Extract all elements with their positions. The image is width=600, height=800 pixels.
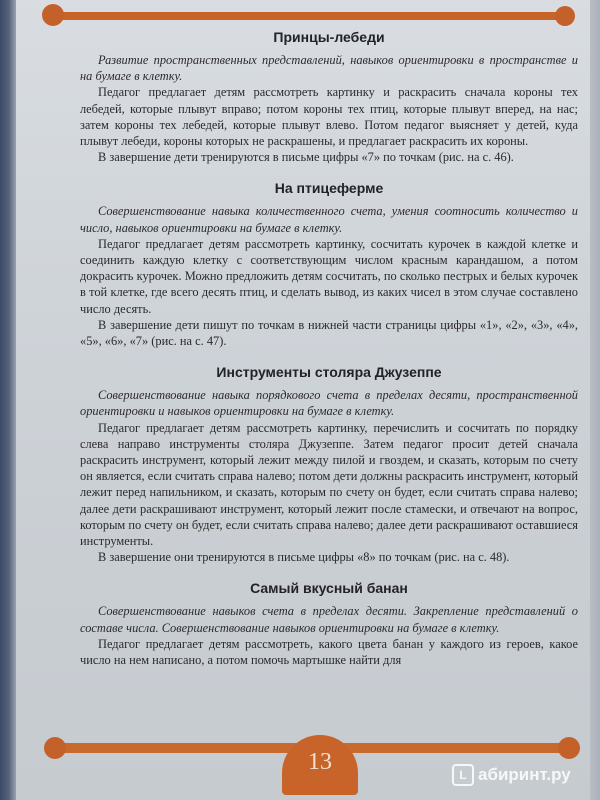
- page-number: 13: [308, 749, 332, 775]
- section-tastiest-banana: [80, 579, 578, 668]
- section-title: Инструменты столяра Джузеппе: [216, 364, 442, 381]
- section-paragraph: Педагог предлагает детям рассмотреть картинку, перечислить и сосчитать по порядку слева направо инструменты столяра Джузеппе. Затем педагог просит детей сначала раскрасить инструмент, который лежит между пилой и гвоздем, и сказать, которым по счету он является, если считать справа налево; потом дети должны раскрасить инструмент, который лежит перед напильником, и сказать, которым по счету он будет, если считать справа налево; далее дети раскрашивают инструмент, который лежит после стамески, и отвечают на вопрос, которым по счету он будет, если считать справа налево; далее дети раскрашивают оставшиеся инструменты.: [80, 420, 578, 549]
- top-left-decorative-dot: [42, 4, 64, 26]
- section-goal: Совершенствование навыка количественного счета, умения соотносить количество и число, навыков ориентировки на бумаге в клетку.: [80, 204, 578, 235]
- section-paragraph: Педагог предлагает детям рассмотреть картинку и раскрасить сначала короны тех лебедей, которые плывут вправо; потом короны тех птиц, которые плывут вперед, на нас; затем короны тех лебедей, которые плывут влево. Потом педагог выясняет у детей, куда плывут лебеди, короны которых не раскрашены, и предлагает раскрасить их короны.: [80, 85, 578, 149]
- section-princes-swans: [80, 28, 578, 165]
- section-goal: Совершенствование навыков счета в пределах десяти. Закрепление представлений о составе числа. Совершенствование навыков ориентировки на бумаге в клетку.: [80, 604, 578, 635]
- page-content: [80, 28, 578, 668]
- labirint-logo-icon: L: [452, 764, 474, 786]
- top-right-decorative-dot: [555, 6, 575, 26]
- section-paragraph: В завершение они тренируются в письме цифры «8» по точкам (рис. на с. 48).: [98, 550, 510, 565]
- bottom-right-decorative-dot: [558, 737, 580, 759]
- section-giuseppe-tools: [80, 363, 578, 565]
- top-decorative-line: [50, 12, 570, 20]
- section-goal: Развитие пространственных представлений, навыков ориентировки в пространстве и на бумаге в клетку.: [80, 53, 578, 84]
- section-paragraph: В завершение дети пишут по точкам в нижней части страницы цифры «1», «2», «3», «4», «5», «6», «7» (рис. на с. 47).: [80, 317, 578, 349]
- section-goal: Совершенствование навыка порядкового счета в пределах десяти, пространственной ориентировки и навыков ориентировки на бумаге в клетку.: [80, 388, 578, 419]
- section-paragraph: В завершение дети тренируются в письме цифры «7» по точкам (рис. на с. 46).: [98, 150, 514, 165]
- book-page: [20, 0, 592, 800]
- book-spine-edge: [0, 0, 16, 800]
- section-paragraph: Педагог предлагает детям рассмотреть, какого цвета банан у каждого из героев, какое число на нем написано, а потом помочь мартышке найти для: [80, 636, 578, 668]
- labirint-watermark: [452, 760, 592, 790]
- section-title: На птицеферме: [274, 180, 384, 197]
- bottom-left-decorative-dot: [44, 737, 66, 759]
- section-paragraph: Педагог предлагает детям рассмотреть картинку, сосчитать курочек в каждой клетке и соединить каждую клетку с соответствующим числом красным карандашом, а потом докрасить курочек. Можно предложить детям сосчитать, по сколько пестрых и белых курочек в той клетке, где всего десять птиц, и сделать вывод, из каких чисел в этом случае составлено число десять.: [80, 236, 578, 316]
- section-title: Самый вкусный банан: [250, 580, 408, 597]
- section-title: Принцы-лебеди: [273, 29, 385, 45]
- section-poultry-farm: [80, 179, 578, 349]
- watermark-text: абиринт.ру: [478, 765, 571, 784]
